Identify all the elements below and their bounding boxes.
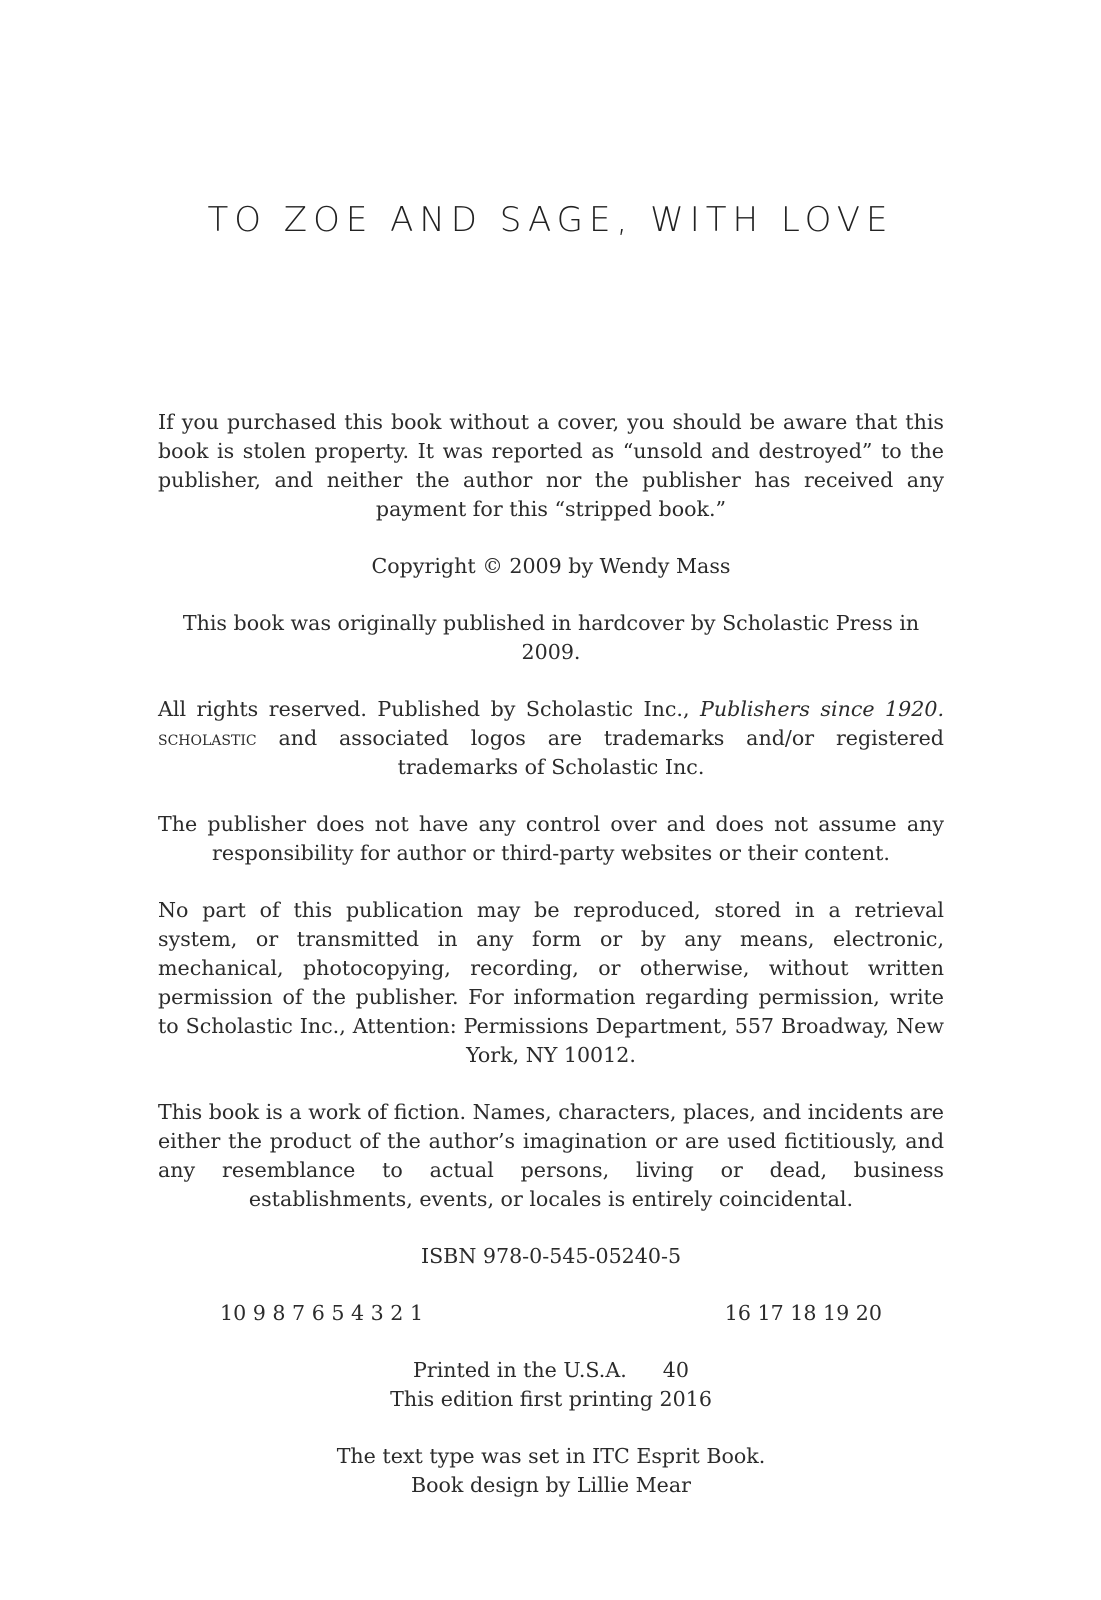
printing-numbers-right: 16 17 18 19 20	[724, 1301, 882, 1325]
printed-in: Printed in the U.S.A.	[413, 1358, 627, 1382]
reproduction-notice: No part of this publication may be reproduced, stored in a retrieval system, or transmitted in any form or by any means, electronic, mechanical, photocopying, recording, or otherwise, without written permission of the publisher. For information regarding permission, write to Scholastic Inc., Attention: Permissions Department, 557 Broadway, New York, NY 10012.	[158, 898, 944, 1067]
original-publication-line: This book was originally published in hardcover by Scholastic Press in 2009.	[182, 611, 920, 664]
rights-suffix: and associated logos are trademarks and/or registered trademarks of Scholastic Inc.	[278, 726, 944, 779]
rights-prefix: All rights reserved. Published by Scholastic Inc.,	[158, 697, 690, 721]
printed-in-line	[413, 1358, 689, 1382]
isbn: ISBN 978-0-545-05240-5	[420, 1244, 682, 1268]
publisher-tagline: Publishers since 1920.	[700, 697, 944, 721]
rights-paragraph	[158, 695, 944, 782]
printed-code: 40	[662, 1358, 689, 1382]
fiction-disclaimer: This book is a work of fiction. Names, characters, places, and incidents are either the product of the author’s imagination or are used fictitiously, and any resemblance to actual persons, living or dead, business establishments, events, or locales is entirely coincidental.	[158, 1100, 944, 1211]
trademark-word: scholastic	[158, 726, 257, 750]
stripped-book-notice: If you purchased this book without a cover, you should be aware that this book is stolen property. It was reported as “unsold and destroyed” to the publisher, and neither the author nor the publisher has received any payment for this “stripped book.”	[158, 410, 944, 521]
edition-line: This edition first printing 2016	[390, 1387, 712, 1411]
design-credit: Book design by Lillie Mear	[411, 1473, 691, 1497]
copyright-body	[158, 408, 944, 1528]
copyright-line: Copyright © 2009 by Wendy Mass	[371, 554, 731, 578]
printing-numbers	[158, 1299, 944, 1328]
printing-info	[158, 1356, 944, 1414]
publisher-disclaimer: The publisher does not have any control over and does not assume any responsibility for author or third-party websites or their content.	[158, 812, 944, 865]
dedication-heading: TO ZOE AND SAGE, WITH LOVE	[207, 200, 894, 240]
printing-numbers-left: 10 9 8 7 6 5 4 3 2 1	[220, 1301, 424, 1325]
typeface-credit: The text type was set in ITC Esprit Book.	[336, 1444, 766, 1468]
credits	[158, 1442, 944, 1500]
